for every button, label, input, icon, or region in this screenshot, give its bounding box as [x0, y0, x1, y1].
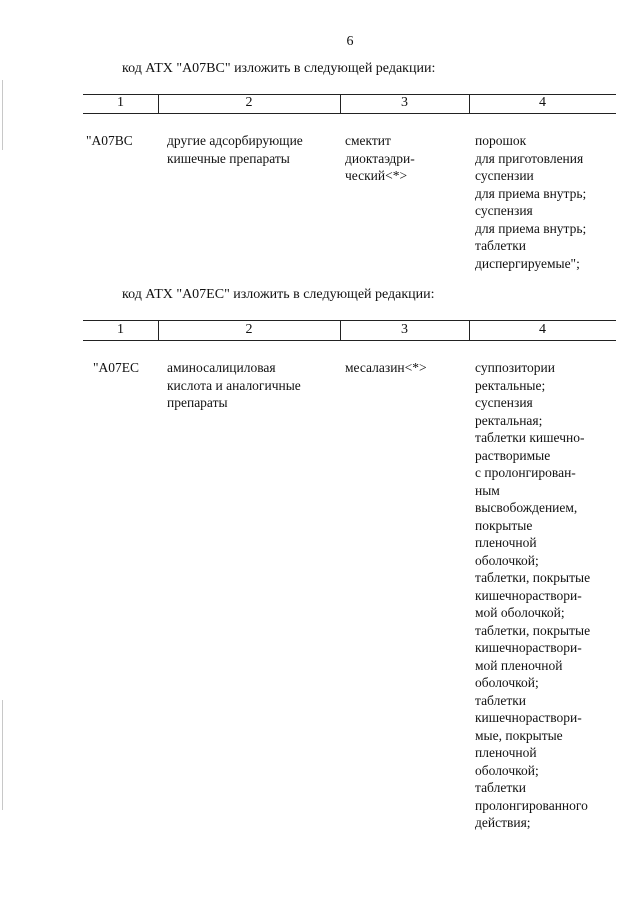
- dosage-forms: порошок для приготовления суспензии для приема внутрь; суспензия для приема внутрь; таблетки диспергируемые";: [475, 133, 587, 271]
- page-number: 6: [346, 34, 354, 49]
- pharmacological-group: другие адсорбирующие кишечные препараты: [167, 133, 303, 166]
- column-header-3: 3: [401, 95, 408, 110]
- table-header-border: [83, 340, 616, 341]
- pharmacological-group: аминосалициловая кислота и аналогичные препараты: [167, 360, 301, 410]
- active-substance: месалазин<*>: [345, 360, 427, 375]
- scan-edge-mark: [2, 700, 3, 810]
- column-header-1: 1: [117, 95, 124, 110]
- scan-edge-mark: [2, 80, 3, 150]
- column-header-3: 3: [401, 322, 408, 337]
- column-header-1: 1: [117, 322, 124, 337]
- column-header-4: 4: [539, 95, 546, 110]
- dosage-forms: суппозитории ректальные; суспензия ректальная; таблетки кишечно- растворимые с пролонгирован- ным высвобождением, покрытые пленочной оболочкой; таблетки, покрытые кишечнораствори- мой оболочкой; таблетки, покрытые кишечнораствори- мой пленочной оболочкой; таблетки кишечнораствори- мые, покрытые пленочной оболочкой; таблетки пролонгированного действия;: [475, 360, 591, 830]
- section-intro: код АТХ "A07BC" изложить в следующей редакции:: [122, 61, 436, 76]
- column-header-2: 2: [245, 95, 253, 110]
- atx-code: "A07BC: [86, 133, 133, 148]
- column-header-4: 4: [539, 322, 546, 337]
- table-top-border: [83, 320, 616, 321]
- table-header-border: [83, 113, 616, 114]
- column-header-2: 2: [245, 322, 253, 337]
- atx-code: "A07EC: [93, 360, 140, 375]
- active-substance: смектит диоктаэдри- ческий<*>: [345, 133, 415, 183]
- section-intro: код АТХ "A07EC" изложить в следующей редакции:: [122, 287, 435, 302]
